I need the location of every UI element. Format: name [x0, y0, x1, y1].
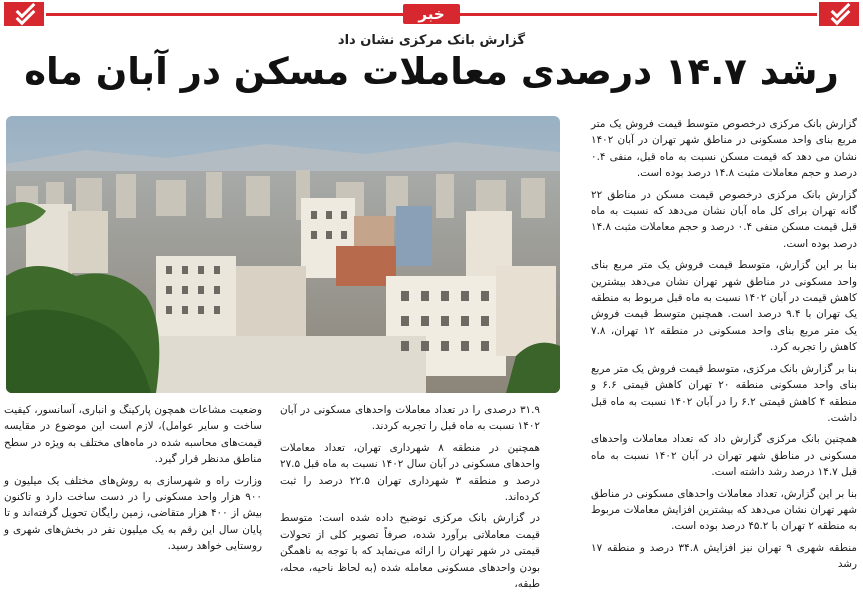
paragraph: بنا بر این گزارش، متوسط قیمت فروش یک متر مربع بنای واحد مسکونی در مناطق شهر تهران نشان می‌دهد بیشترین کاهش قیمت در آبان ۱۴۰۲ نسبت به ماه قبل مربوط به منطقه یک تهران با ۹.۴ درصد است. همچنین متوسط قیمت فروش یک متر مربع بنای واحد مسکونی در منطقه ۱۲ تهران، ۷.۸ کاهش را تجربه کرد.: [591, 259, 857, 354]
page-title: رشد ۱۴.۷ درصدی معاملات مسکن در آبان ماه: [24, 50, 839, 93]
paragraph: وزارت راه و شهرسازی به روش‌های مختلف یک میلیون و ۹۰۰ هزار واحد مسکونی را در دست ساخت دارد و تاکنون بیش از ۴۰۰ هزار متقاضی، زمین رایگان تحویل گرفته‌اند و تا پایان سال این رقم به یک میلیون نفر در بخش‌های شهری و روستایی خواهد رسید.: [4, 474, 262, 553]
paragraph: وضعیت مشاعات همچون پارکینگ و انباری، آسانسور، کیفیت ساخت و سایر عوامل)، لازم است این موضوع در مقایسه قیمت‌های محاسبه شده در ماه‌های مختلف به ویژه در سطح مناطق مدنظر قرار گیرد.: [4, 404, 262, 466]
article-column-left: [4, 402, 262, 560]
paragraph: منطقه شهری ۹ تهران نیز افزایش ۳۴.۸ درصد و منطقه ۱۷ رشد: [591, 541, 857, 571]
article-column-right: [591, 116, 857, 578]
paragraph: ۳۱.۹ درصدی را در تعداد معاملات واحدهای مسکونی در آبان ۱۴۰۲ نسبت به ماه قبل را تجربه کردند.: [280, 404, 540, 433]
paragraph: گزارش بانک مرکزی درخصوص قیمت مسکن در مناطق ۲۲ گانه تهران برای کل ماه آبان نشان می‌دهد که نسبت به ماه قبل قیمت مسکن منفی ۰.۴ درصد و حجم معاملات مثبت ۱۴.۸ درصد بوده است.: [591, 188, 857, 250]
chevron-double-icon: [4, 2, 44, 26]
paragraph: بنا بر گزارش بانک مرکزی، متوسط قیمت فروش یک متر مربع بنای واحد مسکونی منطقه ۲۰ تهران کاهش قیمتی ۶.۶ و منطقه ۴ کاهش قیمتی ۶.۲ را در آبان ۱۴۰۲ نسبت به ماه قبل داشت.: [591, 362, 857, 424]
paragraph: همچنین در منطقه ۸ شهرداری تهران، تعداد معاملات واحدهای مسکونی در آبان سال ۱۴۰۲ نسبت به ماه قبل ۲۷.۵ درصد و منطقه ۳ شهرداری تهران ۲۲.۵ درصد را ثبت کرده‌اند.: [280, 441, 541, 504]
tehran-cityscape-photo: [6, 116, 560, 393]
article-column-middle: [280, 402, 540, 597]
section-header-bar: [0, 0, 863, 28]
kicker: گزارش بانک مرکزی نشان داد: [337, 33, 526, 48]
paragraph: همچنین بانک مرکزی گزارش داد که تعداد معاملات واحدهای مسکونی در مناطق شهر تهران در آبان ۱۴۰۲ نسبت به ماه قبل ۱۴.۷ درصد رشد داشته است.: [591, 433, 857, 479]
section-label: خبر: [403, 4, 460, 24]
paragraph: گزارش بانک مرکزی درخصوص متوسط قیمت فروش یک متر مربع بنای واحد مسکونی در مناطق شهر تهران در آبان ۱۴۰۲ نشان می دهد که قیمت مسکن نسبت به ماه قبل، منفی ۰.۴ درصد و حجم معاملات مثبت ۱۴.۸ درصد بوده است.: [591, 118, 857, 180]
paragraph: در گزارش بانک مرکزی توضیح داده شده است: متوسط قیمت معاملاتی برآورد شده، صرفاً تصویر کلی از تحولات قیمتی در شهر تهران را ارائه می‌نماید که با توجه به ناهمگن بودن واحدهای مسکونی معامله شده (به لحاظ ناحیه، محله، طبقه،: [280, 512, 540, 591]
paragraph: بنا بر این گزارش، تعداد معاملات واحدهای مسکونی در مناطق شهر تهران نشان می‌دهد که بیشترین افزایش معاملات مربوط به منطقه ۲ تهران با ۴۵.۲ درصد بوده است.: [591, 487, 857, 533]
chevron-double-icon: [819, 2, 859, 26]
